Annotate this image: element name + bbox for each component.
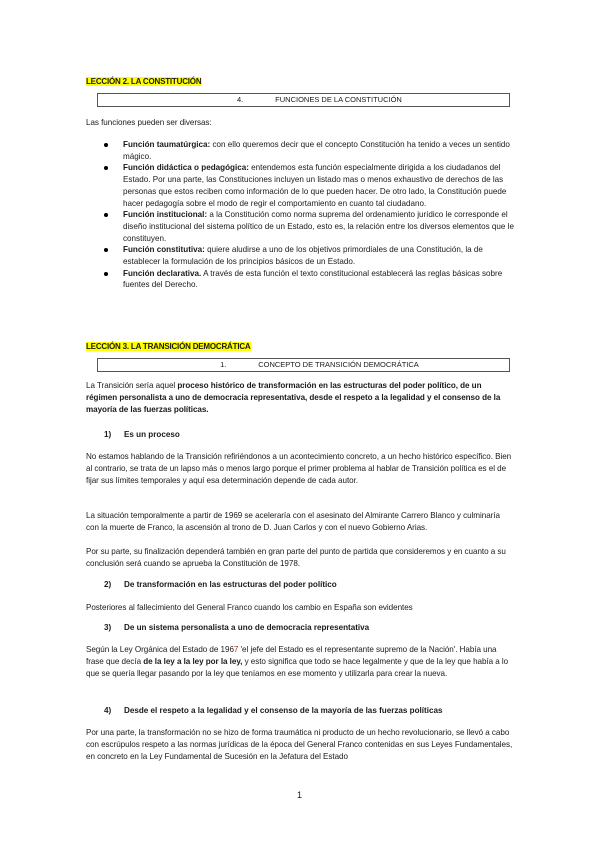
paragraph: Posteriores al fallecimiento del General Franco cuando los cambio en España son evidentes <box>86 603 413 612</box>
bullet-icon <box>104 248 108 252</box>
list-item: Función constitutiva: quiere aludirse a uno de los objetivos primordiales de una Constitución, la de establecer la formulación de los principios básicos de un Estado. <box>104 244 514 267</box>
bullet-icon <box>104 272 108 276</box>
bullet-icon <box>104 213 108 217</box>
transition-definition: La Transición sería aquel proceso histórico de transformación en las estructuras del poder político, de un régimen personalista a uno de democracia representativa, desde el respeto a la legalidad y el consenso de la mayoría de las fuerzas políticas. <box>86 381 501 414</box>
point-heading: 1) Es un proceso <box>104 430 180 439</box>
list-item: Función didáctica o pedagógica: entendemos esta función especialmente dirigida a los ciudadanos del Estado. Por una parte, las Constituciones incluyen un listado mas o menos exhaustivo de derechos de las personas que estos reciben como información de lo que pueden hacer. De otro lado, la Constitución puede hacer pedagogía sobre el modo de regir el comportamiento en cuanto tal ciudadano. <box>104 162 514 209</box>
paragraph: Por su parte, su finalización dependerá también en gran parte del punto de partida que consideremos y en cuanto a su conclusión será cuando se aprueba la Constitución de 1978. <box>86 547 506 568</box>
section-number: 4. <box>237 95 244 104</box>
point-heading: 4) Desde el respeto a la legalidad y el consenso de la mayoría de las fuerzas políticas <box>104 706 443 715</box>
section-title: FUNCIONES DE LA CONSTITUCIÓN <box>275 95 402 104</box>
bullet-icon <box>104 143 108 147</box>
section-number: 1. <box>220 360 227 369</box>
paragraph: La situación temporalmente a partir de 1969 se aceleraría con el asesinato del Almirante Carrero Blanco y culminaría con la muerte de Franco, la ascensión al trono de D. Juan Carlos y con el nuevo Gobierno Arias. <box>86 511 500 532</box>
lesson2-title: LECCIÓN 2. LA CONSTITUCIÓN <box>86 77 202 86</box>
lesson3-title: LECCIÓN 3. LA TRANSICIÓN DEMOCRÁTICA <box>86 342 251 351</box>
point-heading: 3) De un sistema personalista a uno de democracia representativa <box>104 623 370 632</box>
section-header-transition <box>97 358 510 372</box>
list-item: Función declarativa. A través de esta función el texto constitucional establecerá las reglas básicas sobre fuentes del Derecho. <box>104 268 514 291</box>
paragraph: Por una parte, la transformación no se hizo de forma traumática ni producto de un hecho revolucionario, se llevó a cabo con escrúpulos respeto a las normas jurídicas de la época del General Franco contenidas en sus Leyes Fundamentales, en concreto en la Ley Fundamental de Sucesión en la Jefatura del Estado <box>86 728 513 761</box>
section-title: CONCEPTO DE TRANSICIÓN DEMOCRÁTICA <box>258 360 419 369</box>
bullet-icon <box>104 166 108 170</box>
list-item: Función institucional: a la Constitución como norma suprema del ordenamiento jurídico le corresponde el diseño institucional del sistema político de un Estado, esto es, la relación entre los diversos elementos que le constituyen. <box>104 209 514 244</box>
section-header-functions <box>97 93 510 107</box>
point-heading: 2) De transformación en las estructuras del poder político <box>104 580 337 589</box>
list-item: Función taumatúrgica: con ello queremos decir que el concepto Constitución ha tenido a veces un sentido mágico. <box>104 139 514 162</box>
functions-list <box>104 139 514 291</box>
page-number: 1 <box>296 790 302 800</box>
paragraph: No estamos hablando de la Transición refiriéndonos a un acontecimiento concreto, a un hecho histórico específico. Bien al contrario, se trata de un lapso más o menos largo porque el primer problema al hablar de Transición política es el de fijar sus límites temporales y aquí esa determinación depende de cada autor. <box>86 452 512 485</box>
functions-intro: Las funciones pueden ser diversas: <box>86 118 212 127</box>
paragraph: Según la Ley Orgánica del Estado de 1967 'el jefe del Estado es el representante supremo de la Nación'. Había una frase que decía de la ley a la ley por la ley, y esto significa que todo se hace legalmente y que de la ley que había a lo que se quería llegar pasando por la ley que teníamos en ese momento y utilizarla para crear la nueva. <box>86 645 509 678</box>
